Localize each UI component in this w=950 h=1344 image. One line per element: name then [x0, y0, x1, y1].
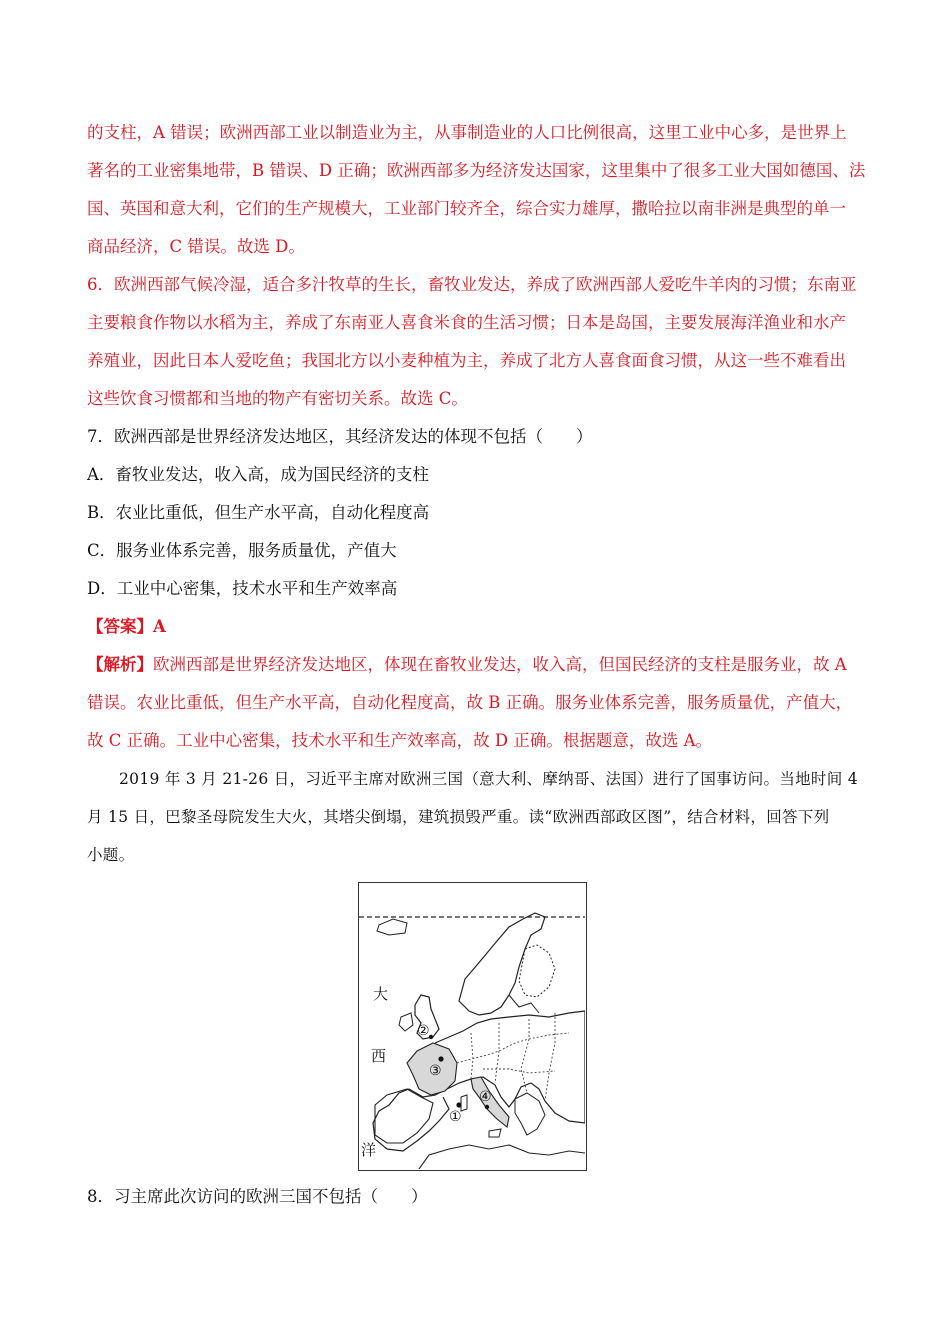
question-stem: 8．习主席此次访问的欧洲三国不包括（ ） [87, 1187, 428, 1206]
map-marker-3: ③ [429, 1063, 442, 1079]
analysis-line [87, 646, 877, 684]
analysis-label: 【解析】 [87, 655, 153, 674]
question-8 [87, 1178, 877, 1216]
text-line: 著名的工业密集地带，B 错误、D 正确；欧洲西部多为经济发达国家，这里集中了很多工业大国如德国、法 [87, 161, 866, 180]
map-marker-1: ① [449, 1109, 462, 1125]
prev-explanation [87, 114, 877, 266]
corsica-sardinia-shape [461, 1095, 467, 1111]
ocean-label-char: 西 [371, 1047, 387, 1065]
scandinavia-shape [459, 913, 545, 1015]
location-dot-4 [485, 1105, 489, 1109]
material-line: 小题。 [87, 846, 135, 864]
text-line: 主要粮食作物以水稻为主，养成了东南亚人喜食米食的生活习惯；日本是岛国，主要发展海洋渔业和水产 [87, 313, 846, 332]
sicily-shape [489, 1129, 501, 1137]
option-c: C．服务业体系完善，服务质量优，产值大 [87, 541, 397, 560]
map-marker-4: ④ [479, 1089, 492, 1105]
border-line [545, 1013, 555, 1101]
text-line: 养殖业，因此日本人爱吃鱼；我国北方以小麦种植为主，养成了北方人喜食面食习惯，从这一些不难看出 [87, 351, 846, 370]
finland-shape [519, 945, 555, 997]
answer-label: 【答案】 [87, 617, 153, 636]
location-dot-3 [438, 1056, 443, 1061]
q6-explanation [87, 266, 877, 418]
border-line [495, 1023, 499, 1083]
location-dot-1 [456, 1102, 461, 1107]
material-line: 2019 年 3 月 21-26 日，习近平主席对欧洲三国（意大利、摩纳哥、法国）进行了国事访问。当地时间 4 [119, 770, 858, 788]
q7-analysis [87, 646, 877, 760]
africa-coastline [419, 1145, 585, 1169]
analysis-line: 错误。农业比重低，但生产水平高，自动化程度高，故 B 正确。服务业体系完善，服务质量优，产值大， [87, 693, 853, 712]
q7-answer [87, 608, 877, 646]
text-line: 的支柱，A 错误；欧洲西部工业以制造业为主，从事制造业的人口比例很高，这里工业中心多，是世界上 [87, 123, 847, 142]
balkans-shape [515, 1093, 545, 1135]
option-b: B．农业比重低，但生产水平高，自动化程度高 [87, 503, 430, 522]
border-line [483, 1069, 555, 1073]
question-stem: 7．欧洲西部是世界经济发达地区，其经济发达的体现不包括（ ） [87, 427, 593, 446]
map-marker-2: ② [417, 1023, 430, 1039]
europe-map [358, 882, 587, 1171]
option-a: A．畜牧业发达，收入高，成为国民经济的支柱 [87, 465, 429, 484]
option-d: D．工业中心密集，技术水平和生产效率高 [87, 579, 398, 598]
text-line: 6．欧洲西部气候冷湿，适合多汁牧草的生长，畜牧业发达，养成了欧洲西部人爱吃牛羊肉的习惯；东南亚 [87, 275, 857, 294]
question-7 [87, 418, 877, 608]
answer-value: A [153, 617, 166, 636]
ireland-shape [399, 1013, 413, 1031]
ocean-label-char: 洋 [361, 1141, 377, 1159]
map-drawing [359, 883, 585, 1169]
text-line: 商品经济，C 错误。故选 D。 [87, 237, 305, 256]
iceland-shape [377, 919, 407, 935]
border-line [521, 1019, 529, 1093]
material-line: 月 15 日，巴黎圣母院发生大火，其塔尖倒塌，建筑损毁严重。读“欧洲西部政区图”，结合材料，回答下列 [87, 808, 830, 826]
border-line [471, 1033, 473, 1079]
ocean-label-char: 大 [373, 985, 389, 1003]
answer-line [87, 608, 877, 646]
text-line: 这些饮食习惯都和当地的物产有密切关系。故选 C。 [87, 389, 468, 408]
text-line: 国、英国和意大利，它们的生产规模大，工业部门较齐全，综合实力雄厚，撒哈拉以南非洲是典型的单一 [87, 199, 846, 218]
baltic-coast [509, 995, 539, 1013]
analysis-line: 故 C 正确。工业中心密集，技术水平和生产效率高，故 D 正确。根据题意，故选 A。 [87, 731, 712, 750]
material-paragraph [87, 760, 877, 874]
analysis-text: 欧洲西部是世界经济发达地区，体现在畜牧业发达，收入高，但国民经济的支柱是服务业，故 A [153, 655, 847, 674]
